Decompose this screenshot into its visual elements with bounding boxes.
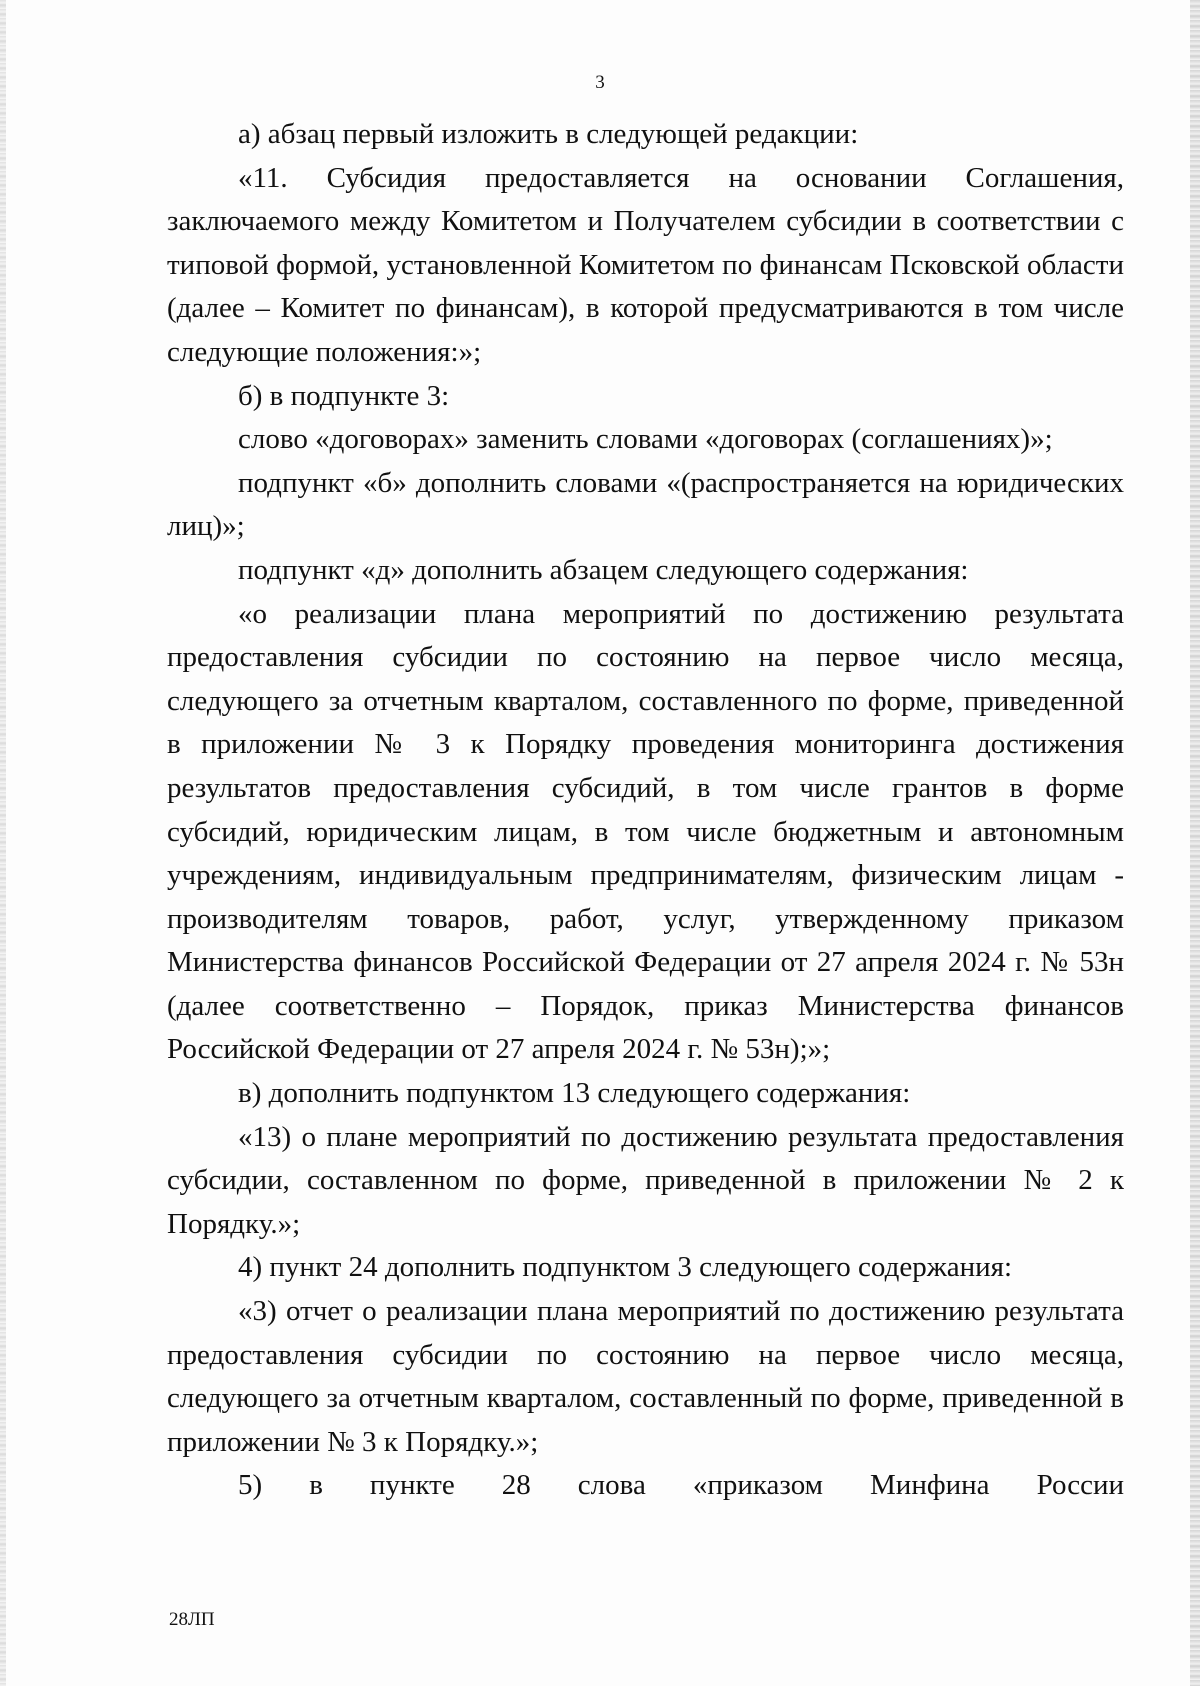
paragraph-subitem-d: подпункт «д» дополнить абзацем следующего содержания: xyxy=(238,553,969,586)
document-body xyxy=(167,113,1124,1508)
footer-document-code: 28ЛП xyxy=(169,1609,215,1630)
paragraph-word-replace: слово «договорах» заменить словами «договорах (соглашениях)»; xyxy=(238,423,1053,456)
scan-edge-left xyxy=(0,0,6,1686)
paragraph-quote-plan: «о реализации плана мероприятий по достижению результата предоставления субсидии по состоянию на первое число месяца, следующего за отчетным кварталом, составленного по форме, приведенной в приложении № 3 к Порядку проведения мониторинга достижения результатов предоставления субсидий, в том числе грантов в форме субсидий, юридическим лицам, в том числе бюджетным и автономным учреждениям, индивидуальным предпринимателям, физическим лицам - производителям товаров, работ, услуг, утвержденному приказом Министерства финансов Российской Федерации от 27 апреля 2024 г. № 53н (далее соответственно – Порядок, приказ Министерства финансов Российской Федерации от 27 апреля 2024 г. № 53н);»; xyxy=(167,597,1124,1066)
paragraph-quote-11: «11. Субсидия предоставляется на основании Соглашения, заключаемого между Комитетом и Получателем субсидии в соответствии с типовой формой, установленной Комитетом по финансам Псковской области (далее – Комитет по финансам), в которой предусматриваются в том числе следующие положения:»; xyxy=(167,161,1124,368)
scan-edge-right xyxy=(1190,0,1200,1686)
paragraph-a: а) абзац первый изложить в следующей редакции: xyxy=(238,118,859,150)
paragraph-v: в) дополнить подпунктом 13 следующего содержания: xyxy=(238,1077,911,1110)
paragraph-b: б) в подпункте 3: xyxy=(238,379,450,412)
page-number: 3 xyxy=(595,72,605,93)
paragraph-quote-13: «13) о плане мероприятий по достижению результата предоставления субсидии, составленном по форме, приведенной в приложении № 2 к Порядку.»; xyxy=(167,1120,1124,1240)
paragraph-subitem-b: подпункт «б» дополнить словами «(распространяется на юридических лиц)»; xyxy=(167,466,1124,543)
paragraph-item-4: 4) пункт 24 дополнить подпунктом 3 следующего содержания: xyxy=(238,1251,1013,1284)
paragraph-item-5: 5) в пункте 28 слова «приказом Минфина России xyxy=(238,1469,1124,1502)
paragraph-quote-3: «3) отчет о реализации плана мероприятий по достижению результата предоставления субсидии по состоянию на первое число месяца, следующего за отчетным кварталом, составленный по форме, приведенной в приложении № 3 к Порядку.»; xyxy=(167,1295,1124,1458)
